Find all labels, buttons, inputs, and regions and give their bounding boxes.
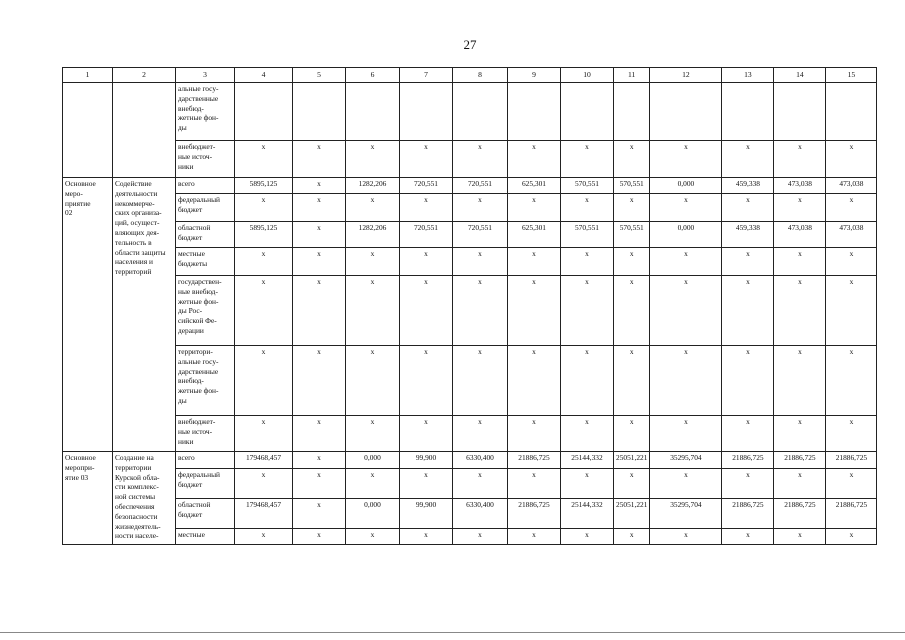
value-cell: 25051,221 <box>614 499 650 529</box>
value-cell: x <box>235 346 293 416</box>
value-cell: 720,551 <box>453 222 508 248</box>
value-cell: 21886,725 <box>774 499 826 529</box>
value-cell: 625,301 <box>508 222 561 248</box>
value-cell: x <box>722 194 774 222</box>
value-cell: x <box>346 194 400 222</box>
value-cell: x <box>650 529 722 545</box>
value-cell: 720,551 <box>400 178 453 194</box>
value-cell: x <box>722 141 774 178</box>
value-cell: 35295,704 <box>650 499 722 529</box>
value-cell: x <box>826 469 877 499</box>
column-header: 10 <box>561 68 614 83</box>
value-cell <box>826 83 877 141</box>
value-cell: x <box>826 416 877 452</box>
column-header: 8 <box>453 68 508 83</box>
value-cell: 0,000 <box>346 452 400 469</box>
table-row <box>63 178 877 194</box>
value-cell <box>453 83 508 141</box>
value-cell: x <box>293 416 346 452</box>
value-cell: 21886,725 <box>722 452 774 469</box>
value-cell: x <box>774 248 826 276</box>
value-cell: x <box>650 276 722 346</box>
value-cell: x <box>614 529 650 545</box>
value-cell: x <box>722 346 774 416</box>
value-cell: 35295,704 <box>650 452 722 469</box>
value-cell: x <box>826 248 877 276</box>
value-cell: x <box>508 248 561 276</box>
value-cell: x <box>774 529 826 545</box>
value-cell: x <box>400 141 453 178</box>
value-cell: x <box>774 141 826 178</box>
value-cell: x <box>774 194 826 222</box>
value-cell: x <box>293 178 346 194</box>
table-row <box>63 529 877 545</box>
event-code-cell: Основное меропри- ятие 03 <box>63 452 113 545</box>
table-header-row <box>63 68 877 83</box>
value-cell: x <box>293 276 346 346</box>
value-cell: x <box>346 469 400 499</box>
value-cell: x <box>293 469 346 499</box>
value-cell: x <box>561 529 614 545</box>
value-cell: x <box>561 194 614 222</box>
value-cell: 21886,725 <box>722 499 774 529</box>
value-cell <box>508 83 561 141</box>
value-cell: x <box>614 469 650 499</box>
value-cell <box>774 83 826 141</box>
value-cell: x <box>614 248 650 276</box>
value-cell: x <box>235 469 293 499</box>
value-cell: x <box>400 416 453 452</box>
value-cell: 0,000 <box>346 499 400 529</box>
funding-source-cell: местные <box>176 529 235 545</box>
value-cell: x <box>453 248 508 276</box>
value-cell: x <box>508 469 561 499</box>
value-cell: x <box>235 529 293 545</box>
funding-source-cell: внебюджет- ные источ- ники <box>176 416 235 452</box>
value-cell: 99,900 <box>400 499 453 529</box>
value-cell: x <box>650 346 722 416</box>
value-cell: x <box>650 469 722 499</box>
value-cell: x <box>722 276 774 346</box>
event-name-cell <box>113 83 176 178</box>
value-cell: x <box>453 416 508 452</box>
value-cell: 179468,457 <box>235 499 293 529</box>
value-cell: 6330,400 <box>453 452 508 469</box>
value-cell: x <box>722 469 774 499</box>
value-cell: x <box>561 416 614 452</box>
value-cell: x <box>508 141 561 178</box>
column-header: 6 <box>346 68 400 83</box>
value-cell: x <box>400 276 453 346</box>
budget-table <box>62 67 877 545</box>
funding-source-cell: федеральный бюджет <box>176 469 235 499</box>
column-header: 1 <box>63 68 113 83</box>
value-cell: x <box>453 469 508 499</box>
value-cell: 0,000 <box>650 178 722 194</box>
value-cell: x <box>508 194 561 222</box>
value-cell: 570,551 <box>561 178 614 194</box>
value-cell: x <box>453 141 508 178</box>
value-cell: x <box>561 346 614 416</box>
value-cell: 99,900 <box>400 452 453 469</box>
value-cell: x <box>400 194 453 222</box>
value-cell: x <box>293 141 346 178</box>
event-code-cell: Основное меро- приятие 02 <box>63 178 113 452</box>
value-cell: 21886,725 <box>774 452 826 469</box>
value-cell: x <box>293 452 346 469</box>
value-cell: 21886,725 <box>826 499 877 529</box>
value-cell: x <box>826 276 877 346</box>
value-cell: 21886,725 <box>826 452 877 469</box>
column-header: 9 <box>508 68 561 83</box>
value-cell: x <box>774 276 826 346</box>
table-row <box>63 141 877 178</box>
value-cell <box>235 83 293 141</box>
column-header: 5 <box>293 68 346 83</box>
value-cell: 179468,457 <box>235 452 293 469</box>
value-cell: 6330,400 <box>453 499 508 529</box>
value-cell <box>346 83 400 141</box>
value-cell: x <box>774 469 826 499</box>
value-cell: x <box>650 416 722 452</box>
value-cell: x <box>614 141 650 178</box>
value-cell: 720,551 <box>453 178 508 194</box>
column-header: 13 <box>722 68 774 83</box>
value-cell: x <box>561 276 614 346</box>
value-cell: x <box>235 141 293 178</box>
value-cell: x <box>293 248 346 276</box>
column-header: 15 <box>826 68 877 83</box>
value-cell: 5895,125 <box>235 178 293 194</box>
value-cell: x <box>235 276 293 346</box>
value-cell: x <box>346 416 400 452</box>
table-row <box>63 346 877 416</box>
value-cell: x <box>293 529 346 545</box>
value-cell: 25144,332 <box>561 499 614 529</box>
value-cell: x <box>400 469 453 499</box>
value-cell: x <box>774 416 826 452</box>
table-row <box>63 222 877 248</box>
value-cell: x <box>614 194 650 222</box>
value-cell: 459,338 <box>722 178 774 194</box>
value-cell: x <box>235 248 293 276</box>
table-row <box>63 499 877 529</box>
value-cell: 0,000 <box>650 222 722 248</box>
value-cell <box>722 83 774 141</box>
funding-source-cell: местные бюджеты <box>176 248 235 276</box>
funding-source-cell: альные госу- дарственные внебюд- жетные фон- ды <box>176 83 235 141</box>
value-cell: 473,038 <box>826 178 877 194</box>
value-cell: x <box>293 346 346 416</box>
value-cell: x <box>346 141 400 178</box>
value-cell: x <box>826 346 877 416</box>
funding-source-cell: внебюджет- ные источ- ники <box>176 141 235 178</box>
value-cell: x <box>235 194 293 222</box>
value-cell: x <box>453 276 508 346</box>
value-cell: 1282,206 <box>346 222 400 248</box>
value-cell: x <box>508 416 561 452</box>
column-header: 4 <box>235 68 293 83</box>
value-cell: 473,038 <box>826 222 877 248</box>
funding-source-cell: областной бюджет <box>176 222 235 248</box>
event-name-cell: Создание на территории Курской обла- сти комплекс- ной системы обеспечения безопасности жизнедеятель- ности населе- <box>113 452 176 545</box>
value-cell: x <box>508 346 561 416</box>
value-cell: x <box>614 276 650 346</box>
value-cell: 5895,125 <box>235 222 293 248</box>
value-cell: x <box>650 194 722 222</box>
value-cell: x <box>346 529 400 545</box>
value-cell: 1282,206 <box>346 178 400 194</box>
funding-source-cell: всего <box>176 452 235 469</box>
value-cell <box>561 83 614 141</box>
event-name-cell: Содействие деятельности некоммерче- ских организа- ций, осущест- вляющих дея- тельность в области защиты населения и территорий <box>113 178 176 452</box>
value-cell: x <box>614 346 650 416</box>
value-cell: 459,338 <box>722 222 774 248</box>
value-cell: 25051,221 <box>614 452 650 469</box>
value-cell: x <box>400 346 453 416</box>
value-cell: x <box>346 346 400 416</box>
value-cell: x <box>722 248 774 276</box>
value-cell: x <box>826 529 877 545</box>
value-cell <box>650 83 722 141</box>
value-cell: x <box>826 194 877 222</box>
value-cell: 473,038 <box>774 222 826 248</box>
funding-source-cell: территори- альные госу- дарственные внебюд- жетные фон- ды <box>176 346 235 416</box>
value-cell: x <box>400 248 453 276</box>
funding-source-cell: государствен- ные внебюд- жетные фон- ды Рос- сийской Фе- дерации <box>176 276 235 346</box>
value-cell: x <box>293 499 346 529</box>
value-cell: 570,551 <box>561 222 614 248</box>
column-header: 7 <box>400 68 453 83</box>
column-header: 2 <box>113 68 176 83</box>
value-cell: x <box>561 469 614 499</box>
value-cell: x <box>774 346 826 416</box>
value-cell <box>293 83 346 141</box>
table-row <box>63 469 877 499</box>
value-cell: x <box>561 141 614 178</box>
table-row <box>63 276 877 346</box>
column-header: 11 <box>614 68 650 83</box>
value-cell: x <box>400 529 453 545</box>
value-cell: x <box>614 416 650 452</box>
table-row <box>63 248 877 276</box>
value-cell: x <box>453 194 508 222</box>
page-number: 27 <box>463 37 477 52</box>
event-code-cell <box>63 83 113 178</box>
funding-source-cell: федеральный бюджет <box>176 194 235 222</box>
value-cell: 25144,332 <box>561 452 614 469</box>
column-header: 14 <box>774 68 826 83</box>
table-row <box>63 452 877 469</box>
value-cell: x <box>346 248 400 276</box>
value-cell <box>400 83 453 141</box>
funding-source-cell: областной бюджет <box>176 499 235 529</box>
column-header: 12 <box>650 68 722 83</box>
value-cell: 21886,725 <box>508 452 561 469</box>
value-cell: 625,301 <box>508 178 561 194</box>
value-cell: x <box>826 141 877 178</box>
value-cell: x <box>508 529 561 545</box>
value-cell <box>614 83 650 141</box>
value-cell: x <box>293 222 346 248</box>
value-cell: x <box>235 416 293 452</box>
value-cell: x <box>650 248 722 276</box>
value-cell: x <box>453 346 508 416</box>
table-row <box>63 83 877 141</box>
value-cell: x <box>508 276 561 346</box>
funding-source-cell: всего <box>176 178 235 194</box>
value-cell: x <box>722 529 774 545</box>
value-cell: 570,551 <box>614 178 650 194</box>
value-cell: x <box>346 276 400 346</box>
column-header: 3 <box>176 68 235 83</box>
table-row <box>63 194 877 222</box>
budget-table-container <box>62 67 877 545</box>
value-cell: x <box>453 529 508 545</box>
value-cell: 570,551 <box>614 222 650 248</box>
value-cell: x <box>650 141 722 178</box>
value-cell: 720,551 <box>400 222 453 248</box>
value-cell: x <box>293 194 346 222</box>
value-cell: 21886,725 <box>508 499 561 529</box>
value-cell: x <box>561 248 614 276</box>
value-cell: x <box>722 416 774 452</box>
value-cell: 473,038 <box>774 178 826 194</box>
table-row <box>63 416 877 452</box>
page-bottom-edge <box>0 632 905 633</box>
